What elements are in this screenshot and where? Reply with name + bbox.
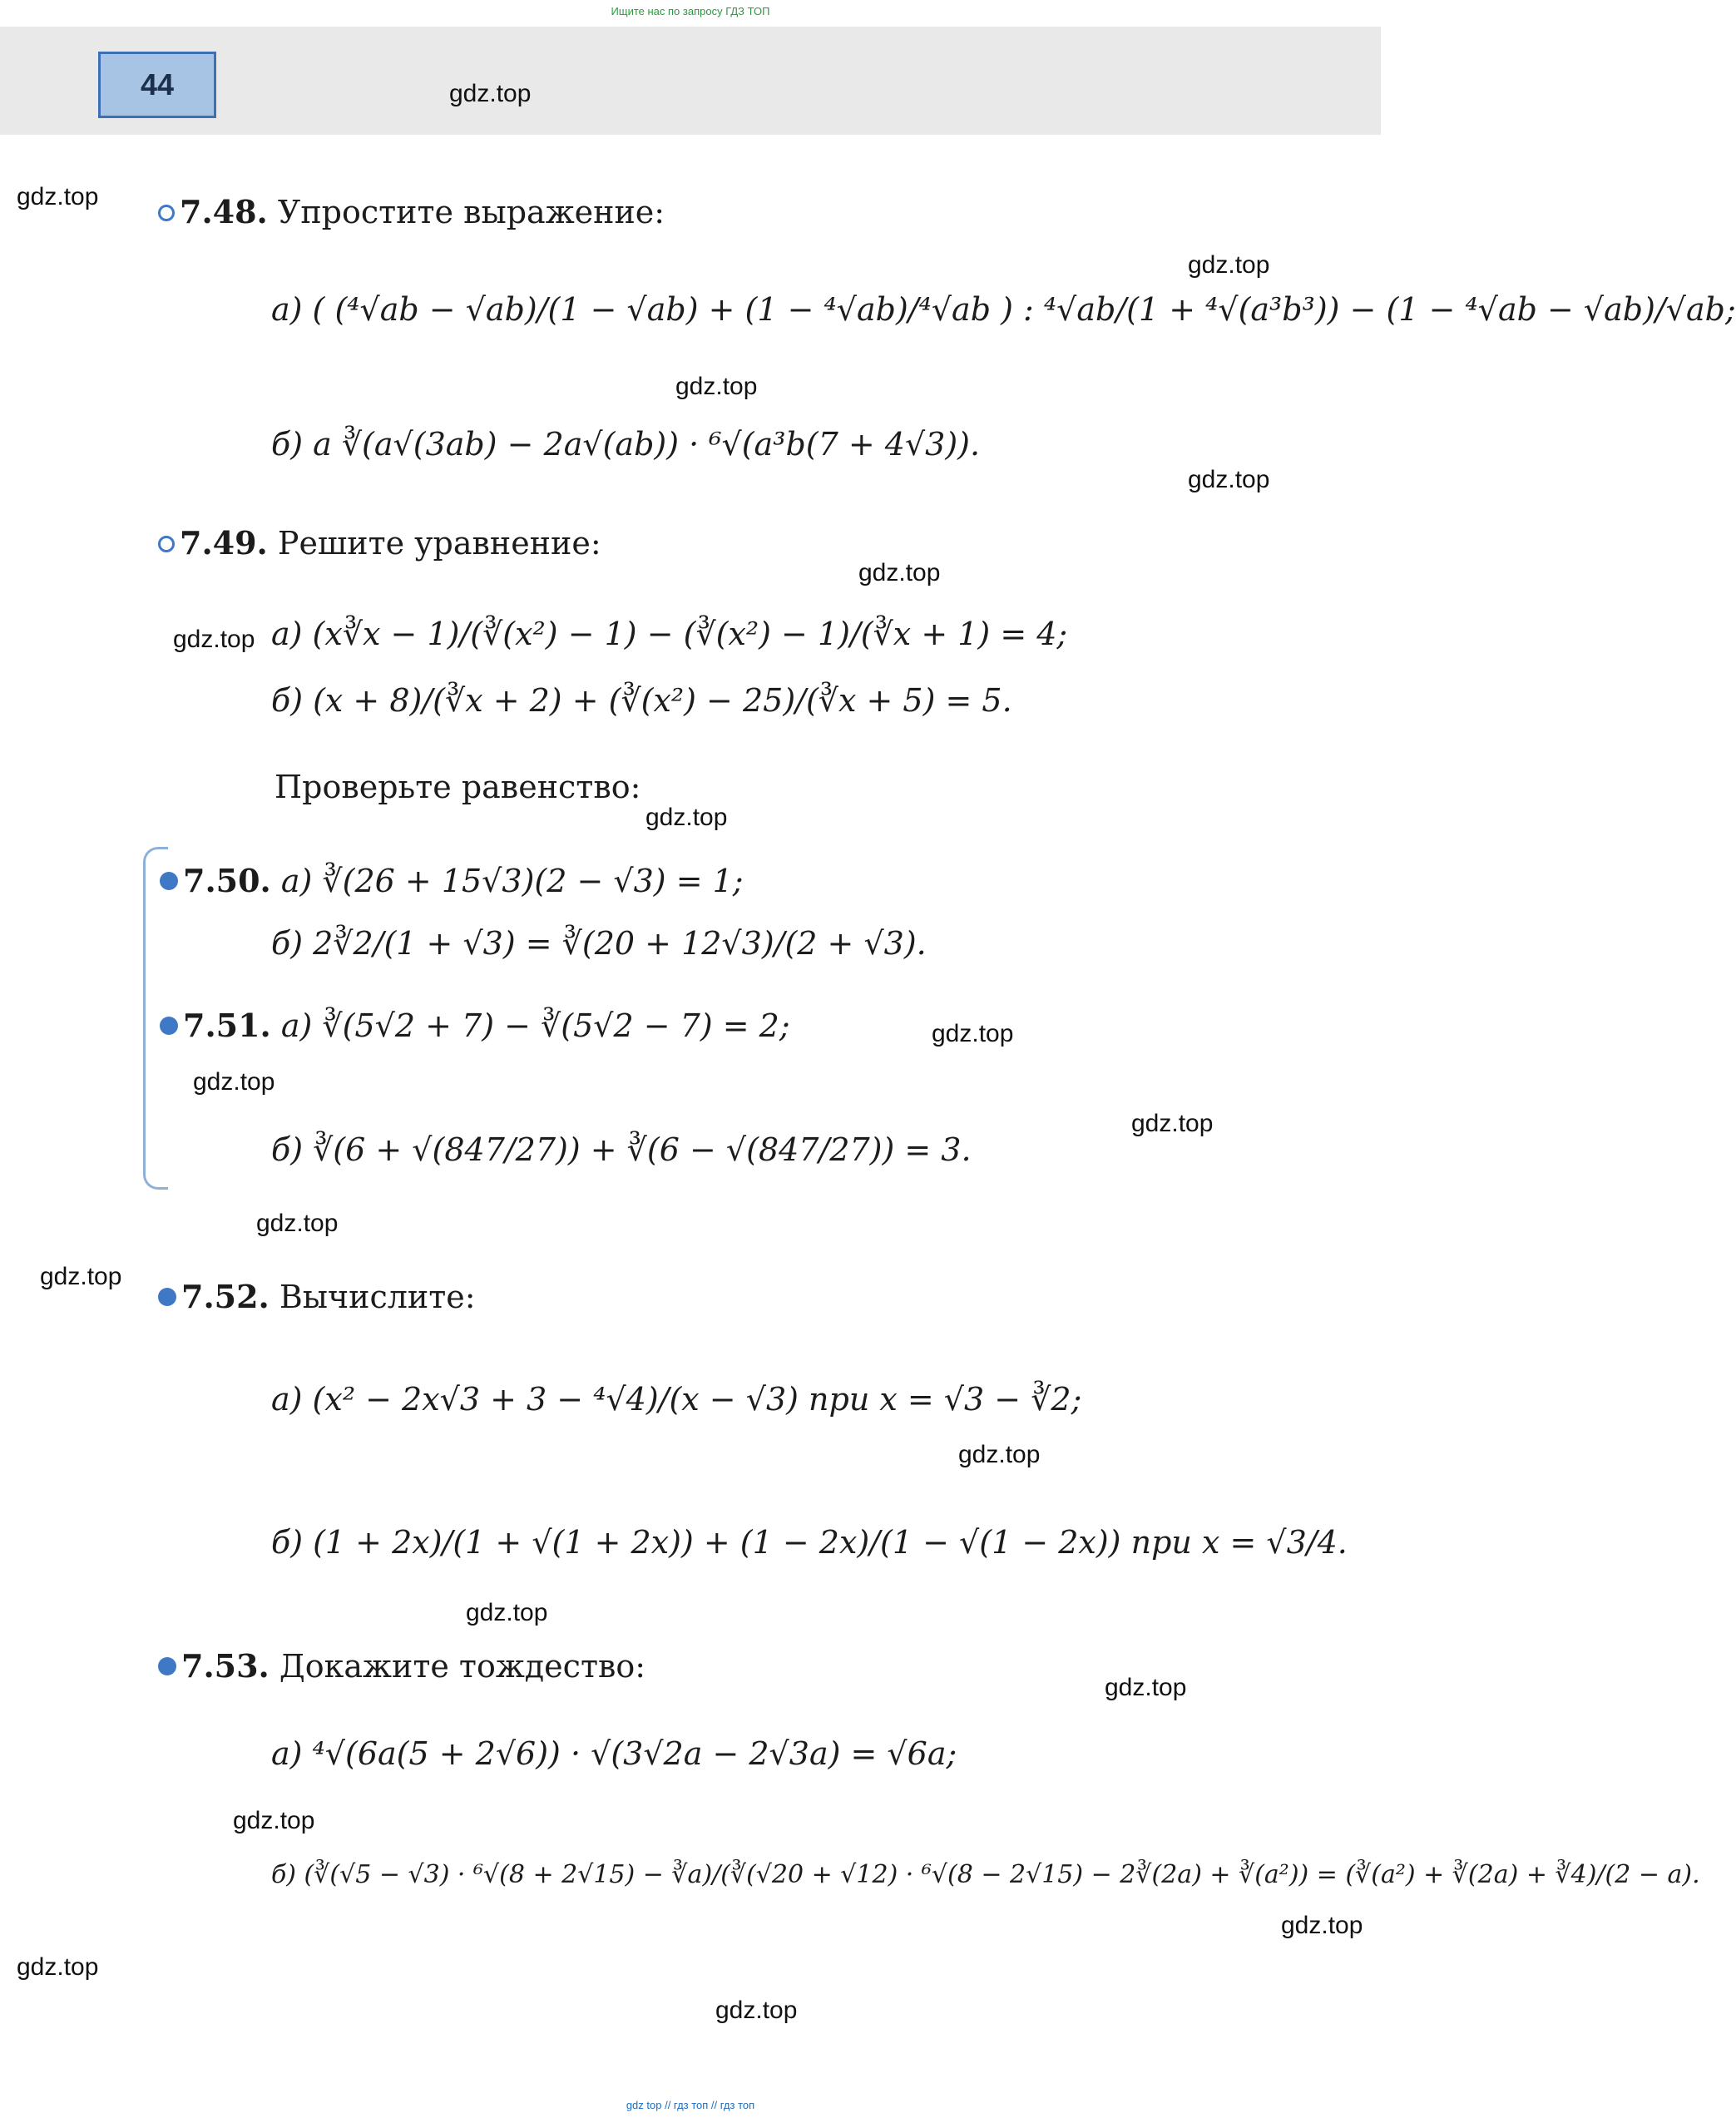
problem-7-49-a: а) (x∛x − 1)/(∛(x²) − 1) − (∛(x²) − 1)/(∛x + 1) = 4;: [271, 616, 1068, 652]
footer-note: gdz top // гдз топ // гдз топ: [626, 2099, 755, 2111]
problem-7-52-a: а) (x² − 2x√3 + 3 − ⁴√4)/(x − √3) при x = √3 − ∛2;: [271, 1381, 1082, 1418]
watermark: gdz.top: [233, 1807, 315, 1834]
watermark: gdz.top: [932, 1020, 1014, 1047]
watermark: gdz.top: [1105, 1674, 1187, 1701]
problem-7-48-b: б) a ∛(a√(3ab) − 2a√(ab)) · ⁶√(a³b(7 + 4√3)).: [271, 426, 981, 463]
problem-7-48-header: 7.48. Упростите выражение:: [158, 193, 665, 230]
filled-circle-icon: [158, 1657, 176, 1675]
problem-7-49-header: 7.49. Решите уравнение:: [158, 524, 601, 562]
check-heading: Проверьте равенство:: [274, 769, 641, 805]
watermark: gdz.top: [1188, 466, 1270, 493]
top-search-note: Ищите нас по запросу ГДЗ ТОП: [611, 5, 770, 17]
watermark: gdz.top: [675, 373, 758, 400]
watermark: gdz.top: [17, 1953, 99, 1981]
watermark: gdz.top: [193, 1068, 275, 1096]
problem-7-51-a: а) ∛(5√2 + 7) − ∛(5√2 − 7) = 2;: [280, 1007, 790, 1044]
problem-7-50-b: б) 2∛2/(1 + √3) = ∛(20 + 12√3)/(2 + √3).: [271, 925, 927, 962]
problem-7-48-a: а) ( (⁴√ab − √ab)/(1 − √ab) + (1 − ⁴√ab)/⁴√ab ) : ⁴√ab/(1 + ⁴√(a³b³)) − (1 − ⁴√ab − √ab)/√ab;: [271, 291, 1736, 328]
watermark: gdz.top: [645, 804, 728, 831]
filled-circle-icon: [160, 1017, 178, 1035]
problem-7-49-b: б) (x + 8)/(∛x + 2) + (∛(x²) − 25)/(∛x + 5) = 5.: [271, 682, 1012, 719]
watermark: gdz.top: [858, 559, 941, 586]
watermark: gdz.top: [1131, 1110, 1214, 1137]
watermark: gdz.top: [256, 1210, 339, 1237]
filled-circle-icon: [158, 1288, 176, 1306]
watermark: gdz.top: [17, 183, 99, 210]
problem-7-53-b: б) (∛(√5 − √3) · ⁶√(8 + 2√15) − ∛a)/(∛(√20 + √12) · ⁶√(8 − 2√15) − 2∛(2a) + ∛(a²)) = (∛(a²) + ∛(2a) + ∛4)/(2 − a).: [271, 1860, 1700, 1889]
problem-7-52-header: 7.52. Вычислите:: [158, 1278, 476, 1315]
problem-7-53-header: 7.53. Докажите тождество:: [158, 1647, 645, 1685]
watermark: gdz.top: [1281, 1912, 1363, 1939]
problem-title: Вычислите:: [279, 1279, 476, 1315]
watermark: gdz.top: [715, 1997, 798, 2024]
problem-7-51-b: б) ∛(6 + √(847/27)) + ∛(6 − √(847/27)) = 3.: [271, 1131, 972, 1168]
problem-7-53-a: а) ⁴√(6a(5 + 2√6)) · √(3√2a − 2√3a) = √6a;: [271, 1735, 957, 1772]
watermark: gdz.top: [449, 80, 532, 107]
filled-circle-icon: [160, 872, 178, 890]
open-circle-icon: [158, 536, 175, 552]
page-number: 44: [98, 52, 216, 118]
problem-7-52-b: б) (1 + 2x)/(1 + √(1 + 2x)) + (1 − 2x)/(1 − √(1 − 2x)) при x = √3/4.: [271, 1524, 1348, 1561]
watermark: gdz.top: [958, 1441, 1041, 1468]
problem-title: Упростите выражение:: [277, 194, 665, 230]
problem-title: Докажите тождество:: [279, 1648, 646, 1685]
watermark: gdz.top: [1188, 251, 1270, 279]
problem-7-50-a: а) ∛(26 + 15√3)(2 − √3) = 1;: [280, 863, 744, 899]
problem-7-51: 7.51. а) ∛(5√2 + 7) − ∛(5√2 − 7) = 2;: [160, 1007, 790, 1044]
open-circle-icon: [158, 205, 175, 221]
watermark: gdz.top: [40, 1263, 122, 1290]
problem-7-50: 7.50. а) ∛(26 + 15√3)(2 − √3) = 1;: [160, 862, 744, 899]
watermark: gdz.top: [173, 626, 255, 653]
watermark: gdz.top: [466, 1599, 548, 1626]
problem-title: Решите уравнение:: [277, 525, 601, 562]
